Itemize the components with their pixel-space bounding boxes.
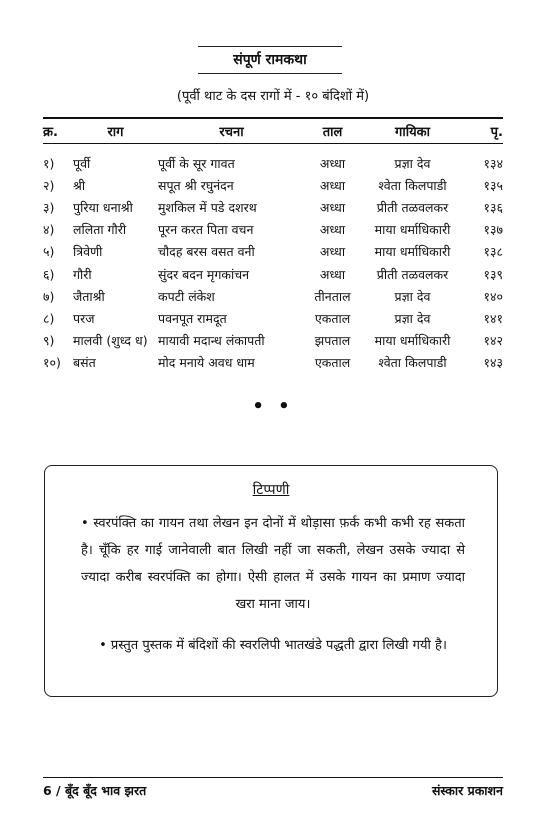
cell-serial: ४)	[43, 222, 55, 238]
cell-page: १४०	[483, 288, 503, 304]
cell-page: १३९	[483, 266, 503, 282]
cell-serial: ८)	[43, 310, 55, 326]
cell-raag: गौरी	[73, 266, 92, 282]
cell-page: १३६	[483, 199, 503, 215]
cell-rachna: सपूत श्री रघुनंदन	[158, 177, 234, 193]
cell-rachna: पवनपूत रामदूत	[158, 310, 227, 326]
cell-page: १३८	[483, 244, 503, 260]
cell-serial: १)	[43, 155, 55, 171]
cell-page: १३७	[483, 222, 503, 238]
table-header-row	[43, 118, 503, 144]
cell-taal: एकताल	[314, 310, 351, 326]
cell-rachna: पूर्वी के सूर गावत	[158, 155, 235, 171]
cell-page: १३५	[483, 177, 503, 193]
cell-taal: तीनताल	[314, 288, 351, 304]
cell-rachna: चौदह बरस वसत वनी	[158, 244, 255, 260]
table-row	[43, 196, 503, 218]
cell-raag: श्री	[73, 177, 86, 193]
cell-raag: मालवी (शुध्द ध)	[73, 333, 148, 349]
table-row	[43, 285, 503, 307]
cell-gayika: प्रज्ञा देव	[394, 155, 431, 171]
header-serial: क्र.	[43, 118, 73, 144]
cell-page: १४१	[483, 310, 503, 326]
cell-gayika: श्वेता किलपाडी	[378, 177, 447, 193]
table-row	[43, 174, 503, 196]
header-taal: ताल	[305, 118, 360, 144]
note-box	[44, 465, 498, 697]
cell-page: १४२	[483, 333, 503, 349]
cell-taal: अध्धा	[319, 155, 346, 171]
cell-rachna: सुंदर बदन मृगकांचन	[158, 266, 250, 282]
cell-raag: परज	[73, 310, 95, 326]
cell-gayika: माया धर्माधिकारी	[374, 244, 451, 260]
title-block	[198, 46, 342, 74]
cell-taal: एकताल	[314, 355, 351, 371]
header-rachna: रचना	[158, 118, 305, 144]
cell-rachna: मायावी मदान्ध लंकापती	[158, 333, 265, 349]
note-title: टिप्पणी	[252, 482, 290, 498]
cell-serial: ७)	[43, 288, 55, 304]
cell-serial: ५)	[43, 244, 55, 260]
cell-rachna: कपटी लंकेश	[158, 288, 215, 304]
cell-rachna: मोद मनाये अवध धाम	[158, 355, 255, 371]
table-row	[43, 330, 503, 352]
cell-taal: झपताल	[314, 333, 351, 349]
cell-raag: पुरिया धनाश्री	[73, 199, 133, 215]
cell-page: १४३	[483, 355, 503, 371]
cell-raag: त्रिवेणी	[73, 244, 103, 260]
cell-raag: बसंत	[73, 355, 96, 371]
cell-gayika: श्वेता किलपाडी	[378, 355, 447, 371]
cell-taal: अध्धा	[319, 266, 346, 282]
cell-serial: ९)	[43, 333, 55, 349]
cell-serial: ६)	[43, 266, 55, 282]
cell-page: १३४	[483, 155, 503, 171]
note-point: • प्रस्तुत पुस्तक में बंदिशों की स्वरलिपी भातखंडे पद्धती द्वारा लिखी गयी है।	[99, 638, 447, 653]
cell-gayika: प्रीती तळवलकर	[376, 266, 449, 282]
header-gayika: गायिका	[360, 118, 465, 144]
table-row	[43, 352, 503, 374]
footer-publisher: संस्कार प्रकाशन	[431, 783, 503, 798]
table-row	[43, 307, 503, 329]
table-row	[43, 263, 503, 285]
table-row	[43, 241, 503, 263]
table-row	[43, 219, 503, 241]
header-page: पृ.	[465, 118, 503, 144]
note-point: • स्वरपंक्ति का गायन तथा लेखन इन दोनों में थोड़ासा फ़र्क कभी कभी रह सकता है। चूँकि हर गाई जानेवाली बात लिखी नहीं जा सकती, लेखन उसके ज्यादा से ज्यादा करीब स्वरपंक्ति का होगा। ऐसी हालत में उसके गायन का प्रमाण ज्यादा खरा माना जाय।	[81, 516, 465, 612]
footer-page-book: 6 / बूँद बूँद भाव झरत	[43, 783, 147, 798]
cell-serial: २)	[43, 177, 55, 193]
cell-gayika: माया धर्माधिकारी	[374, 333, 451, 349]
cell-gayika: माया धर्माधिकारी	[374, 222, 451, 238]
cell-serial: १०)	[43, 355, 61, 371]
cell-serial: ३)	[43, 199, 55, 215]
cell-raag: जैताश्री	[73, 288, 105, 304]
section-separator: • •	[252, 396, 294, 417]
page-title: संपूर्ण रामकथा	[233, 52, 307, 68]
cell-taal: अध्धा	[319, 222, 346, 238]
cell-rachna: मुशकिल में पडे दशरथ	[158, 199, 257, 215]
page-footer	[43, 777, 503, 800]
cell-taal: अध्धा	[319, 199, 346, 215]
table-row	[43, 144, 503, 175]
cell-raag: पूर्वी	[73, 155, 91, 171]
cell-gayika: प्रज्ञा देव	[394, 288, 431, 304]
cell-raag: ललिता गौरी	[73, 222, 127, 238]
cell-gayika: प्रीती तळवलकर	[376, 199, 449, 215]
cell-rachna: पूरन करत पिता वचन	[158, 222, 254, 238]
bandish-table	[43, 117, 503, 374]
cell-gayika: प्रज्ञा देव	[394, 310, 431, 326]
title-bottom-rule	[198, 73, 342, 74]
cell-taal: अध्धा	[319, 244, 346, 260]
page-subtitle: (पूर्वी थाट के दस रागों में - १० बंदिशों में)	[176, 89, 370, 104]
cell-taal: अध्धा	[319, 177, 346, 193]
header-raag: राग	[73, 118, 158, 144]
